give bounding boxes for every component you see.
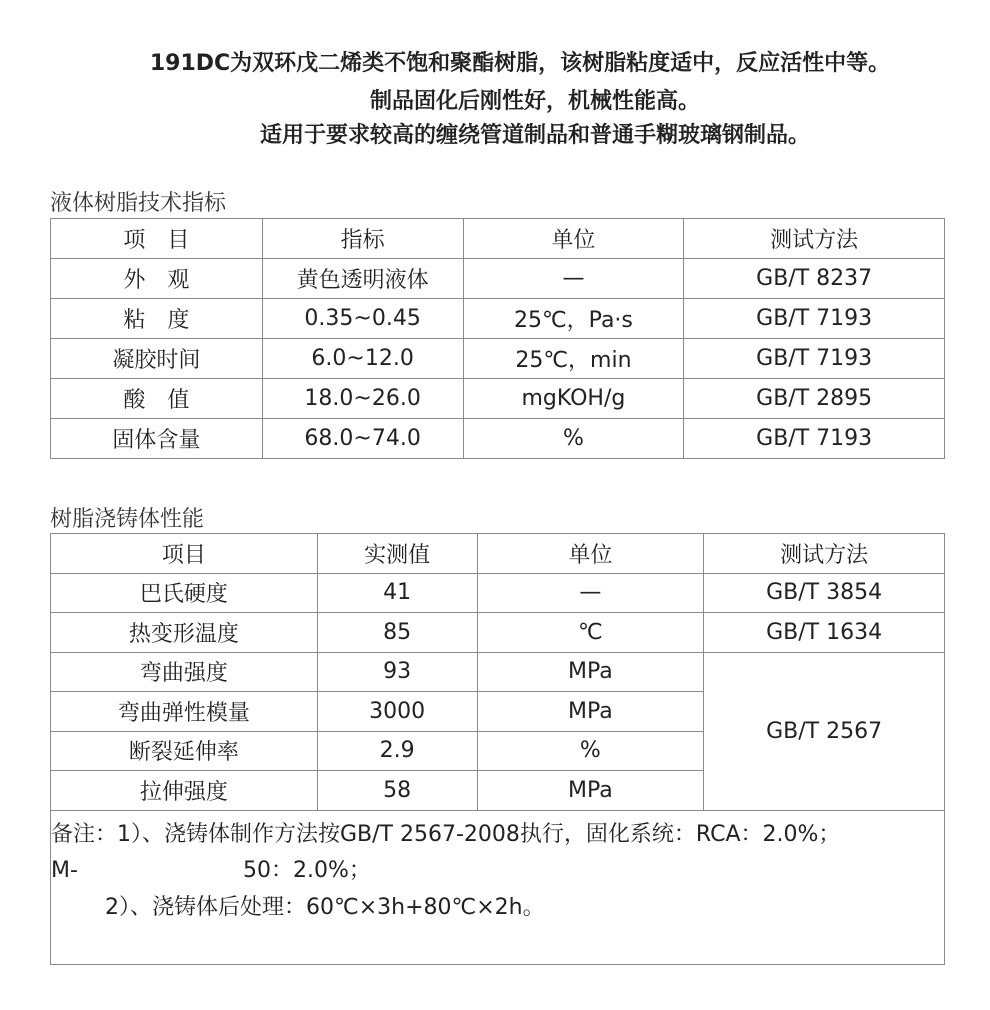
table-cell: mgKOH/g xyxy=(463,379,684,419)
table-cell: 拉伸强度 xyxy=(51,771,318,811)
remark-line-3: 2）、浇铸体后处理：60℃×3h+80℃×2h。 xyxy=(105,895,545,920)
table-cell: 固体含量 xyxy=(51,419,263,459)
intro-line-3: 适用于要求较高的缠绕管道制品和普通手糊玻璃钢制品。 xyxy=(259,123,810,148)
remark-line-2-value: 50：2.0%； xyxy=(243,858,371,883)
table-cell: 弯曲弹性模量 xyxy=(51,692,318,732)
table-cell: 弯曲强度 xyxy=(51,652,318,692)
header-cell: 项 目 xyxy=(51,219,263,259)
header-cell: 项目 xyxy=(51,534,318,574)
remark-line-1: 备注：1）、浇铸体制作方法按GB/T 2567-2008执行，固化系统：RCA：2.0%； xyxy=(51,822,841,847)
table-cell: ℃ xyxy=(477,613,704,653)
intro-line-1: 191DC为双环戊二烯类不饱和聚酯树脂，该树脂粘度适中，反应活性中等。 xyxy=(149,51,891,76)
table-cell: 85 xyxy=(317,613,477,653)
table-cell: MPa xyxy=(477,692,704,732)
table-cell: 粘 度 xyxy=(51,299,263,339)
table-row xyxy=(51,379,945,419)
table-cell: — xyxy=(463,259,684,299)
header-cell: 单位 xyxy=(477,534,704,574)
intro-line-2: 制品固化后刚性好，机械性能高。 xyxy=(369,89,700,114)
table-row xyxy=(51,299,945,339)
table-cell: 外 观 xyxy=(51,259,263,299)
table-cell: 断裂延伸率 xyxy=(51,731,318,771)
table-cell: 巴氏硬度 xyxy=(51,573,318,613)
table-cell: GB/T 8237 xyxy=(684,259,945,299)
table-cell: 41 xyxy=(317,573,477,613)
table-cell: — xyxy=(477,573,704,613)
table-cell: 3000 xyxy=(317,692,477,732)
table-cell: 凝胶时间 xyxy=(51,339,263,379)
table-row xyxy=(51,339,945,379)
table-cell: 68.0~74.0 xyxy=(262,419,463,459)
header-cell: 单位 xyxy=(463,219,684,259)
table-cell: 黄色透明液体 xyxy=(262,259,463,299)
header-cell: 测试方法 xyxy=(684,219,945,259)
table-cell: MPa xyxy=(477,771,704,811)
table-cell: GB/T 2895 xyxy=(684,379,945,419)
table-cell: 58 xyxy=(317,771,477,811)
table-cell: MPa xyxy=(477,652,704,692)
table-cell: 酸 值 xyxy=(51,379,263,419)
table-cell: 2.9 xyxy=(317,731,477,771)
table-row xyxy=(51,652,945,692)
table-cell: 25℃，Pa·s xyxy=(463,299,684,339)
header-cell: 测试方法 xyxy=(704,534,945,574)
remark-line-2-prefix: M- xyxy=(51,858,78,883)
table-cell: 18.0~26.0 xyxy=(262,379,463,419)
table-cell: 93 xyxy=(317,652,477,692)
table-row xyxy=(51,419,945,459)
liquid-resin-title: 液体树脂技术指标 xyxy=(50,191,227,216)
table-cell: GB/T 7193 xyxy=(684,419,945,459)
merged-method-cell: GB/T 2567 xyxy=(704,652,945,810)
header-cell: 指标 xyxy=(262,219,463,259)
table-cell: 6.0~12.0 xyxy=(262,339,463,379)
liquid-resin-table xyxy=(50,218,945,459)
table-cell: GB/T 3854 xyxy=(704,573,945,613)
header-cell: 实测值 xyxy=(317,534,477,574)
table-cell: 热变形温度 xyxy=(51,613,318,653)
table-cell: GB/T 7193 xyxy=(684,339,945,379)
table-header-row xyxy=(51,219,945,259)
casting-properties-table xyxy=(50,533,945,811)
table-header-row xyxy=(51,534,945,574)
table-cell: % xyxy=(477,731,704,771)
table-row xyxy=(51,259,945,299)
table-row xyxy=(51,613,945,653)
table-cell: % xyxy=(463,419,684,459)
remarks-box xyxy=(50,810,945,965)
table-cell: GB/T 7193 xyxy=(684,299,945,339)
table-cell: GB/T 1634 xyxy=(704,613,945,653)
table-cell: 25℃，min xyxy=(463,339,684,379)
casting-title: 树脂浇铸体性能 xyxy=(50,507,205,532)
table-row xyxy=(51,573,945,613)
table-cell: 0.35~0.45 xyxy=(262,299,463,339)
